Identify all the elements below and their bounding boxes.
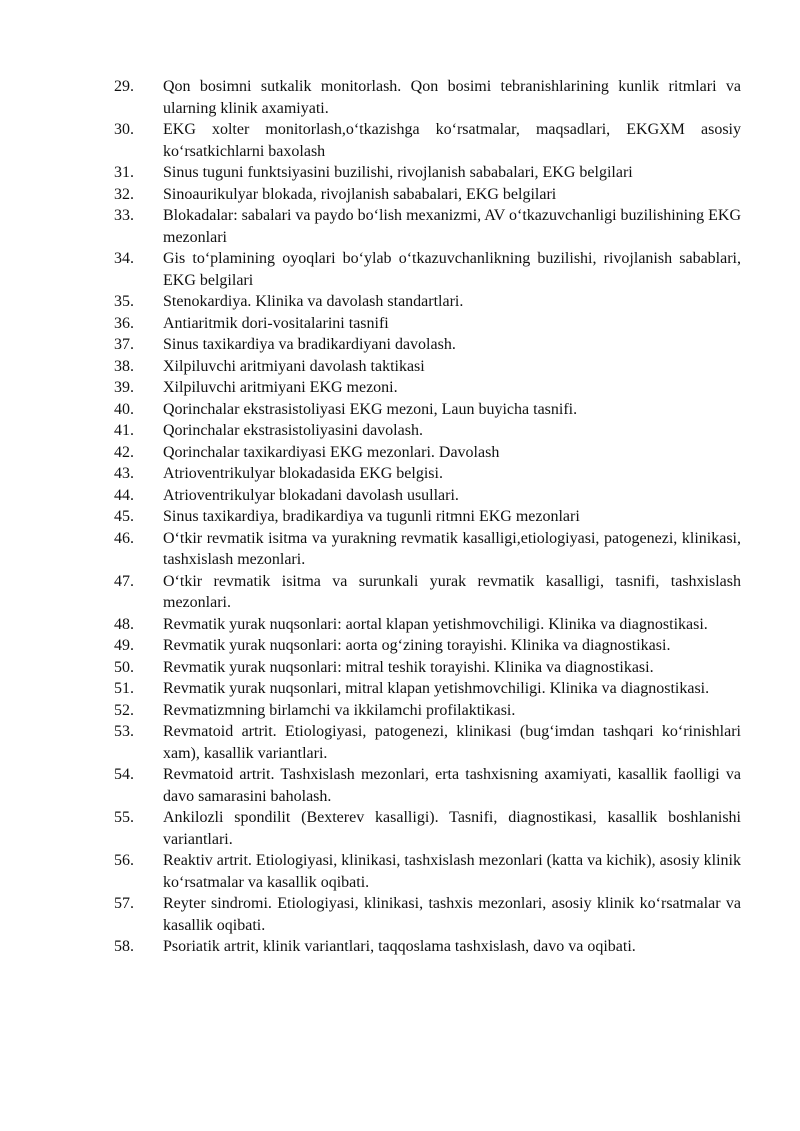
item-text: Revmatik yurak nuqsonlari: aortal klapan yetishmovchiligi. Klinika va diagnostikasi. (163, 615, 708, 633)
item-text: Xilpiluvchi aritmiyani EKG mezoni. (163, 379, 398, 396)
item-number: 35. (114, 293, 134, 310)
item-number: 32. (114, 185, 134, 203)
list-item (0, 850, 800, 893)
item-text: Atrioventrikulyar blokadasida EKG belgisi. (163, 465, 443, 482)
list-item (0, 614, 800, 636)
item-text: Sinus tuguni funktsiyasini buzilishi, rivojlanish sababalari, EKG belgilari (163, 164, 633, 181)
item-text: EKG xolter monitorlash,oʻtkazishga koʻrsatmalar, maqsadlari, EKGXM asosiy koʻrsatkichlarni baxolash (163, 121, 741, 160)
item-text: Qorinchalar ekstrasistoliyasi EKG mezoni, Laun buyicha tasnifi. (163, 400, 578, 418)
list-item (0, 678, 800, 700)
list-item (0, 571, 800, 614)
list-item (0, 485, 800, 507)
list-item (0, 291, 800, 313)
item-text: Gis toʻplamining oyoqlari boʻylab oʻtkazuvchanlikning buzilishi, rivojlanish sabablari, EKG belgilari (163, 250, 741, 289)
item-text: Psoriatik artrit, klinik variantlari, taqqoslama tashxislash, davo va oqibati. (163, 938, 636, 955)
list-item (0, 764, 800, 807)
list-item (0, 463, 800, 485)
item-number: 30. (114, 121, 134, 138)
list-item (0, 184, 800, 206)
item-text: Qorinchalar ekstrasistoliyasini davolash. (163, 422, 423, 439)
item-number: 58. (114, 938, 134, 955)
item-text: Sinus taxikardiya va bradikardiyani davolash. (163, 336, 456, 353)
list-item (0, 76, 800, 119)
list-item (0, 399, 800, 421)
item-number: 48. (114, 615, 134, 633)
list-item (0, 442, 800, 464)
item-number: 52. (114, 701, 134, 719)
item-number: 57. (114, 895, 134, 912)
item-text: Revmatik yurak nuqsonlari: aorta ogʻzining torayishi. Klinika va diagnostikasi. (163, 637, 671, 654)
item-number: 55. (114, 809, 134, 826)
list-item (0, 700, 800, 722)
item-text: Sinoaurikulyar blokada, rivojlanish sababalari, EKG belgilari (163, 185, 557, 203)
list-item (0, 205, 800, 248)
item-text: Antiaritmik dori-vositalarini tasnifi (163, 314, 389, 332)
item-number: 38. (114, 357, 134, 375)
question-list (0, 76, 800, 958)
item-text: Ankilozli spondilit (Bexterev kasalligi). Tasnifi, diagnostikasi, kasallik boshlanishi variantlari. (163, 809, 741, 848)
item-number: 41. (114, 422, 134, 439)
item-number: 39. (114, 379, 134, 396)
list-item (0, 635, 800, 657)
item-text: Sinus taxikardiya, bradikardiya va tugunli ritmni EKG mezonlari (163, 508, 580, 525)
item-text: Qorinchalar taxikardiyasi EKG mezonlari. Davolash (163, 443, 500, 461)
list-item (0, 248, 800, 291)
item-number: 37. (114, 336, 134, 353)
item-text: Revmatik yurak nuqsonlari, mitral klapan yetishmovchiligi. Klinika va diagnostikasi. (163, 680, 710, 697)
item-number: 54. (114, 766, 134, 783)
item-text: Stenokardiya. Klinika va davolash standartlari. (163, 293, 464, 310)
list-item (0, 377, 800, 399)
item-number: 51. (114, 680, 134, 697)
list-item (0, 893, 800, 936)
item-text: Revmatik yurak nuqsonlari: mitral teshik torayishi. Klinika va diagnostikasi. (163, 658, 654, 676)
item-number: 50. (114, 658, 134, 676)
item-text: Reaktiv artrit. Etiologiyasi, klinikasi, tashxislash mezonlari (katta va kichik), asosiy klinik koʻrsatmalar va kasallik oqibati. (163, 852, 741, 891)
item-text: Revmatoid artrit. Etiologiyasi, patogenezi, klinikasi (bugʻimdan tashqari koʻrinishlari xam), kasallik variantlari. (163, 723, 741, 762)
item-text: Blokadalar: sabalari va paydo boʻlish mexanizmi, AV oʻtkazuvchanligi buzilishining EKG mezonlari (163, 207, 741, 246)
item-number: 49. (114, 637, 134, 654)
list-item (0, 936, 800, 958)
item-text: Xilpiluvchi aritmiyani davolash taktikasi (163, 357, 425, 375)
item-number: 29. (114, 78, 134, 95)
item-number: 44. (114, 486, 134, 504)
item-number: 45. (114, 508, 134, 525)
item-number: 31. (114, 164, 134, 181)
list-item (0, 721, 800, 764)
list-item (0, 334, 800, 356)
list-item (0, 657, 800, 679)
item-number: 47. (114, 572, 134, 590)
item-number: 56. (114, 852, 134, 869)
item-number: 46. (114, 529, 134, 547)
item-number: 33. (114, 207, 134, 224)
item-number: 36. (114, 314, 134, 332)
item-text: Reyter sindromi. Etiologiyasi, klinikasi, tashxis mezonlari, asosiy klinik koʻrsatmalar va kasallik oqibati. (163, 895, 741, 934)
item-number: 53. (114, 723, 134, 740)
list-item (0, 356, 800, 378)
item-number: 34. (114, 250, 134, 267)
item-text: Oʻtkir revmatik isitma va surunkali yurak revmatik kasalligi, tasnifi, tashxislash mezonlari. (163, 572, 741, 611)
item-number: 40. (114, 400, 134, 418)
list-item (0, 528, 800, 571)
item-number: 42. (114, 443, 134, 461)
list-item (0, 313, 800, 335)
list-item (0, 506, 800, 528)
item-text: Oʻtkir revmatik isitma va yurakning revmatik kasalligi,etiologiyasi, patogenezi, klinikasi, tashxislash mezonlari. (163, 529, 741, 568)
item-text: Revmatoid artrit. Tashxislash mezonlari, erta tashxisning axamiyati, kasallik faolligi va davo samarasini baholash. (163, 766, 741, 805)
item-number: 43. (114, 465, 134, 482)
list-item (0, 119, 800, 162)
list-item (0, 162, 800, 184)
list-item (0, 420, 800, 442)
item-text: Qon bosimni sutkalik monitorlash. Qon bosimi tebranishlarining kunlik ritmlari va ularning klinik axamiyati. (163, 78, 741, 117)
item-text: Atrioventrikulyar blokadani davolash usullari. (163, 486, 459, 504)
list-item (0, 807, 800, 850)
item-text: Revmatizmning birlamchi va ikkilamchi profilaktikasi. (163, 701, 516, 719)
